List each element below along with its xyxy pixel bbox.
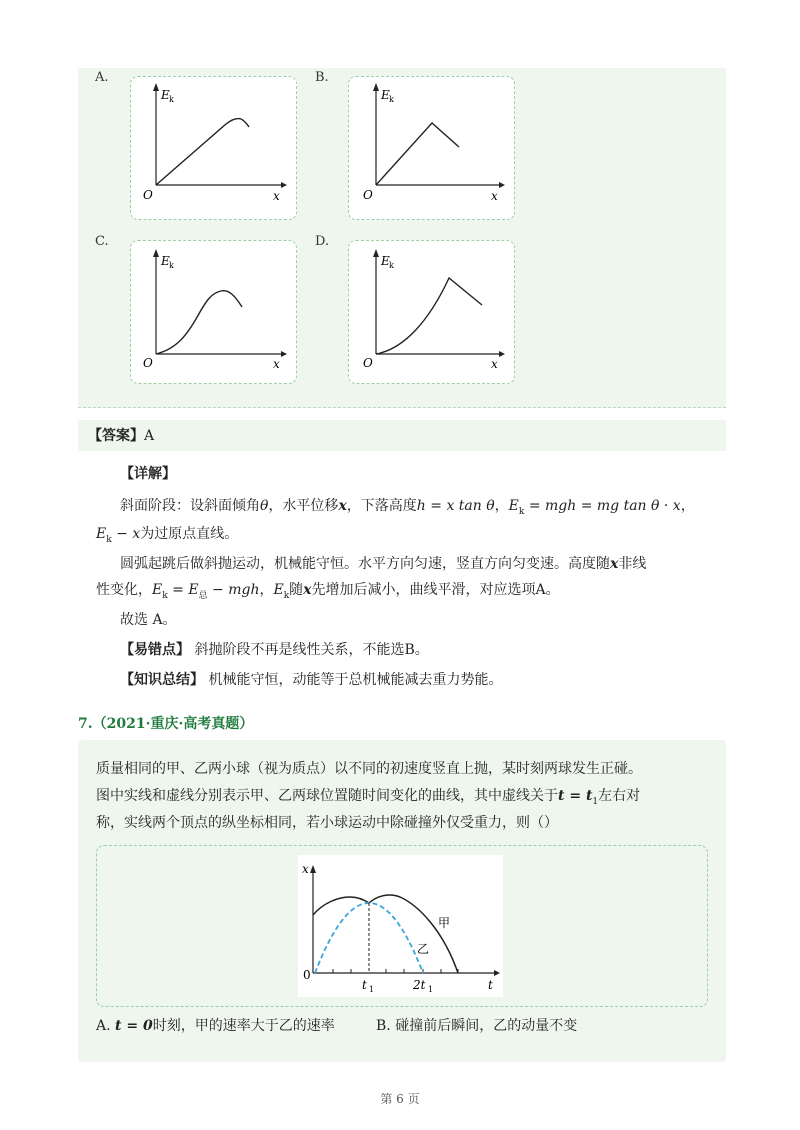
error-label: 【易错点】	[120, 642, 190, 658]
option-d-xlabel: x	[491, 357, 498, 371]
option-c-label[interactable]: C.	[95, 234, 109, 249]
math-sub: k	[518, 506, 525, 517]
option-a-origin: O	[143, 188, 153, 202]
explain-text: 斜面阶段：设斜面倾角	[120, 498, 260, 514]
option-a-xlabel: x	[273, 189, 280, 203]
math-t-eq: t = t	[558, 788, 593, 804]
math-ek: E	[508, 498, 519, 514]
answer-label: 【答案】	[88, 428, 144, 444]
option-b-plot	[349, 77, 514, 219]
option-b-origin: O	[363, 188, 373, 202]
math-sub: 总	[198, 590, 208, 601]
option-d-label[interactable]: D.	[315, 234, 330, 249]
option-d-graph[interactable]	[348, 240, 515, 384]
option-a-label[interactable]: A.	[95, 70, 109, 85]
option-b-label[interactable]: B.	[315, 70, 329, 85]
q7-option-b[interactable]	[376, 1014, 577, 1038]
options-panel-bottom-border	[78, 407, 726, 408]
explain-line-1	[120, 494, 695, 524]
q7-option-a-text: 时刻，甲的速率大于乙的速率	[152, 1018, 335, 1034]
knowledge-summary	[120, 668, 502, 692]
math-ek-x: − x	[111, 526, 141, 542]
q7-origin: 0	[303, 968, 311, 982]
q7-text: 图中实线和虚线分别表示甲、乙两球位置随时间变化的曲线，其中虚线关于	[96, 788, 558, 804]
answer-value: A	[144, 428, 155, 444]
explain-text: ，	[259, 582, 274, 598]
explain-text: ，水平位移	[268, 498, 339, 514]
q7-heading: 7.（2021·重庆·高考真题）	[78, 716, 254, 732]
summary-text: 机械能守恒，动能等于总机械能减去重力势能。	[208, 672, 503, 688]
math-eq-ek: = mgh = mg tan θ · x	[524, 498, 681, 514]
explain-text: 圆弧起跳后做斜抛运动，机械能守恒。水平方向匀速，竖直方向匀变速。高度随	[120, 556, 610, 572]
q7-ylabel: x	[302, 862, 309, 876]
math-sub: 1	[592, 796, 599, 807]
q7-xlabel: t	[488, 978, 493, 992]
option-d-ysub: k	[389, 261, 394, 270]
math-x: x	[338, 498, 347, 514]
option-c-origin: O	[143, 356, 153, 370]
math-theta: θ	[260, 498, 269, 514]
explain-title: 【详解】	[120, 466, 176, 482]
q7-option-b-label: B.	[376, 1018, 391, 1034]
math-eq: − mgh	[207, 582, 260, 598]
page-footer: 第 6 页	[380, 1092, 420, 1106]
explain-line-4	[96, 578, 560, 608]
option-b-graph[interactable]	[348, 76, 515, 220]
q7-t1-sub: 1	[369, 985, 375, 994]
math-x: x	[610, 556, 619, 572]
math-x: x	[303, 582, 312, 598]
answer-bar	[78, 420, 726, 451]
explain-text: ，	[680, 498, 695, 514]
math-ek: E	[96, 526, 107, 542]
q7-paragraph-1: 质量相同的甲、乙两小球（视为质点）以不同的初速度竖直上抛，某时刻两球发生正碰。	[96, 761, 642, 777]
answer-row	[88, 424, 154, 448]
option-c-plot	[131, 241, 296, 383]
explain-line-5: 故选 A。	[120, 612, 177, 628]
option-c-graph[interactable]	[130, 240, 297, 384]
q7-option-a[interactable]	[96, 1014, 335, 1038]
option-c-ysub: k	[169, 261, 174, 270]
option-a-ylabel: E	[161, 88, 170, 102]
explain-text: 非线	[618, 556, 647, 572]
q7-label-jia: 甲	[438, 916, 451, 930]
math-ek: E	[273, 582, 284, 598]
q7-t2-label: 2t	[413, 978, 426, 992]
math-eq: = E	[167, 582, 199, 598]
option-a-plot	[131, 77, 296, 219]
explain-line-3	[120, 552, 646, 576]
explain-text: 为过原点直线。	[140, 526, 239, 542]
q7-figure	[298, 855, 503, 997]
error-point	[120, 638, 429, 662]
explain-line-2	[96, 522, 238, 552]
q7-text: 左右对	[598, 788, 641, 804]
q7-paragraph-3: 称，实线两个顶点的纵坐标相同，若小球运动中除碰撞外仅受重力，则（）	[96, 815, 558, 831]
explain-text: 性变化，	[96, 582, 152, 598]
explain-text: ，下落高度	[346, 498, 417, 514]
explain-text: 先增加后减小，曲线平滑，对应选项A。	[311, 582, 560, 598]
option-d-origin: O	[363, 356, 373, 370]
option-c-ylabel: E	[161, 254, 170, 268]
option-b-ylabel: E	[381, 88, 390, 102]
math-ek: E	[152, 582, 163, 598]
math-sub: k	[283, 590, 290, 601]
option-b-ysub: k	[389, 95, 394, 104]
q7-t1-label: t	[362, 978, 367, 992]
q7-option-a-label: A.	[96, 1018, 111, 1034]
q7-option-b-text: 碰撞前后瞬间，乙的动量不变	[395, 1018, 578, 1034]
option-d-ylabel: E	[381, 254, 390, 268]
option-a-graph[interactable]	[130, 76, 297, 220]
q7-paragraph-2	[96, 784, 640, 814]
summary-label: 【知识总结】	[120, 672, 204, 688]
math-sub: k	[106, 534, 112, 545]
option-d-plot	[349, 241, 514, 383]
explain-text: ，	[494, 498, 509, 514]
q7-label-yi: 乙	[417, 942, 430, 956]
math-t0: t = 0	[115, 1018, 153, 1034]
q7-plot	[298, 855, 503, 997]
option-b-xlabel: x	[491, 189, 498, 203]
q7-t2-sub: 1	[428, 985, 434, 994]
error-text: 斜抛阶段不再是线性关系，不能选B。	[194, 642, 429, 658]
explain-text: 随	[289, 582, 304, 598]
math-sub: k	[162, 590, 168, 601]
option-c-xlabel: x	[273, 357, 280, 371]
math-eq-h: h = x tan θ	[416, 498, 495, 514]
option-a-ysub: k	[169, 95, 174, 104]
